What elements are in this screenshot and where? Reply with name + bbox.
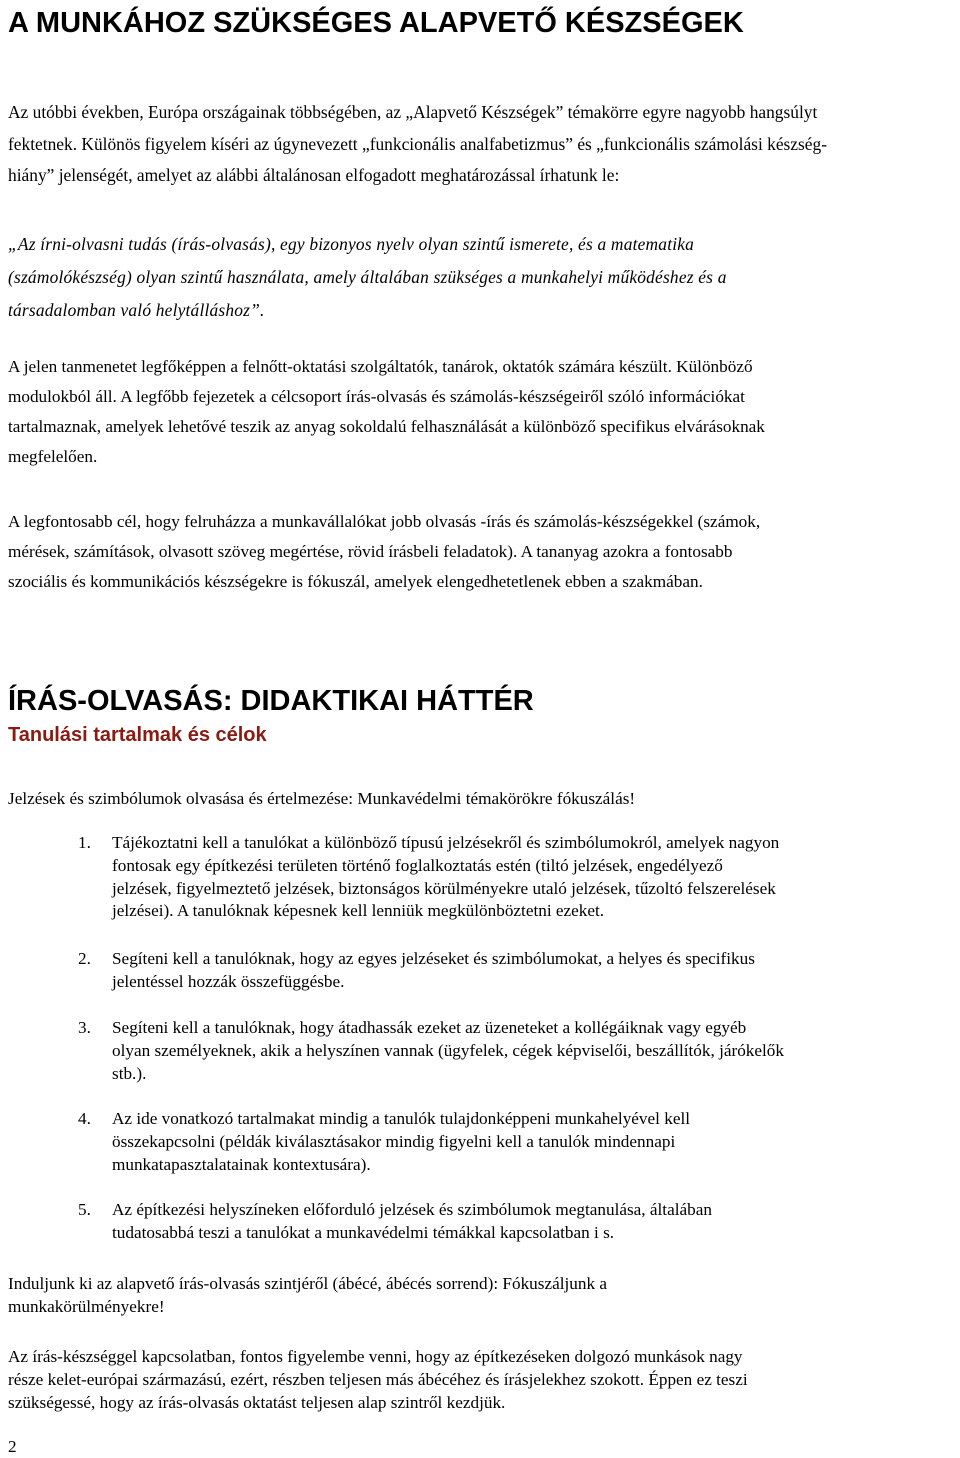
list-item-line: összekapcsolni (példák kiválasztásakor mindig figyelni kell a tanulók mindennapi [112, 1131, 676, 1151]
closing-paragraph-line: szükségessé, hogy az írás-olvasás oktatást teljesen alap szintről kezdjük. [8, 1392, 506, 1412]
goal-paragraph-line: szociális és kommunikációs készségekre is fókuszál, amelyek elengedhetetlenek ebben a szakmában. [8, 572, 703, 591]
curriculum-paragraph [8, 352, 765, 472]
section-subheading: Tanulási tartalmak és célok [8, 724, 267, 746]
closing-paragraph-line: része kelet-európai származású, ezért, részben teljesen más ábécéhez és írásjelekhez szokott. Éppen ez teszi [8, 1369, 748, 1389]
definition-line: (számolókészség) olyan szintű használata, amely általában szükséges a munkahelyi működéshez és a [8, 267, 727, 287]
start-paragraph-line: munkakörülményekre! [8, 1296, 165, 1316]
curriculum-paragraph-line: A jelen tanmenetet legfőképpen a felnőtt-oktatási szolgáltatók, tanárok, oktatók számára készült. Különböző [8, 357, 753, 376]
curriculum-paragraph-line: megfelelően. [8, 447, 98, 466]
list-item-line: stb.). [112, 1063, 147, 1083]
list-item-line: Az ide vonatkozó tartalmakat mindig a tanulók tulajdonképpeni munkahelyével kell [112, 1109, 690, 1128]
list-item-line: Segíteni kell a tanulóknak, hogy az egyes jelzéseket és szimbólumokat, a helyes és specifikus [112, 949, 755, 968]
definition-line: „Az írni-olvasni tudás (írás-olvasás), egy bizonyos nyelv olyan szintű ismerete, és a matematika [8, 234, 695, 254]
list-item-number: 4. [78, 1109, 91, 1128]
list-item-text [112, 1017, 784, 1085]
page-number: 2 [8, 1437, 17, 1456]
goal-paragraph [8, 507, 760, 597]
start-paragraph-line: Induljunk ki az alapvető írás-olvasás szintjéről (ábécé, ábécés sorrend): Fókuszáljunk a [8, 1274, 607, 1293]
list-intro: Jelzések és szimbólumok olvasása és értelmezése: Munkavédelmi témakörökre fókuszálás! [8, 789, 636, 808]
list-item-text [112, 948, 755, 994]
intro-paragraph-line: fektetnek. Különös figyelem kíséri az úgynevezett „funkcionális analfabetizmus” és „funkcionális számolási készség- [8, 133, 827, 154]
curriculum-paragraph-line: modulokból áll. A legfőbb fejezetek a célcsoport írás-olvasás és számolás-készségeiről szóló információkat [8, 387, 745, 406]
list-item-number: 3. [78, 1018, 91, 1037]
start-paragraph [8, 1273, 607, 1319]
list-item-number: 5. [78, 1200, 91, 1219]
intro-paragraph-line: Az utóbbi években, Európa országainak többségében, az „Alapvető Készségek” témakörre egyre nagyobb hangsúlyt [8, 102, 818, 122]
list-item-line: munkatapasztalatainak kontextusára). [112, 1154, 371, 1174]
definition-quote [8, 228, 727, 327]
list-item-line: tudatosabbá teszi a tanulókat a munkavédelmi témákkal kapcsolatban i s. [112, 1222, 615, 1242]
list-item-line: Segíteni kell a tanulóknak, hogy átadhassák ezeket az üzeneteket a kollégáiknak vagy egyéb [112, 1018, 747, 1037]
list-item-line: olyan személyeknek, akik a helyszínen vannak (ügyfelek, cégek képviselői, beszállítók, járókelők [112, 1040, 784, 1060]
list-item-line: jelzések, figyelmeztető jelzések, biztonságos körülményekre utaló jelzések, tűzoltó felszerelések [112, 878, 776, 898]
goal-paragraph-line: A legfontosabb cél, hogy felruházza a munkavállalókat jobb olvasás -írás és számolás-készségekkel (számok, [8, 512, 761, 531]
list-item-line: Az építkezési helyszíneken előforduló jelzések és szimbólumok megtanulása, általában [112, 1200, 712, 1219]
section-heading: ÍRÁS-OLVASÁS: DIDAKTIKAI HÁTTÉR [8, 685, 534, 717]
list-item-line: Tájékoztatni kell a tanulókat a különböző típusú jelzésekről és szimbólumokról, amelyek nagyon [112, 833, 780, 852]
list-item-line: jelentéssel hozzák összefüggésbe. [112, 971, 345, 991]
intro-paragraph [8, 97, 958, 192]
list-item-number: 1. [78, 833, 91, 852]
page-title: A MUNKÁHOZ SZÜKSÉGES ALAPVETŐ KÉSZSÉGEK [8, 7, 744, 39]
list-item-line: fontosak egy építkezési területen történő foglalkoztatás estén (tiltó jelzések, engedélyező [112, 855, 723, 875]
list-item-line: jelzései). A tanulóknak képesnek kell lenniük megkülönböztetni ezeket. [112, 901, 605, 921]
curriculum-paragraph-line: tartalmaznak, amelyek lehetővé teszik az anyag sokoldalú felhasználását a különböző specifikus elvárásoknak [8, 417, 765, 436]
list-item-text [112, 1199, 712, 1245]
goal-paragraph-line: mérések, számítások, olvasott szöveg megértése, rövid írásbeli feladatok). A tananyag azokra a fontosabb [8, 542, 733, 561]
list-item-text [112, 1108, 690, 1176]
list-item-number: 2. [78, 949, 91, 968]
closing-paragraph-line: Az írás-készséggel kapcsolatban, fontos figyelembe venni, hogy az építkezéseken dolgozó munkások nagy [8, 1347, 743, 1366]
definition-line: társadalomban való helytálláshoz”. [8, 300, 265, 320]
list-item-text [112, 832, 779, 923]
closing-paragraph [8, 1346, 748, 1414]
intro-paragraph-line: hiány” jelenségét, amelyet az alábbi általánosan elfogadott meghatározással írhatunk le: [8, 165, 620, 185]
